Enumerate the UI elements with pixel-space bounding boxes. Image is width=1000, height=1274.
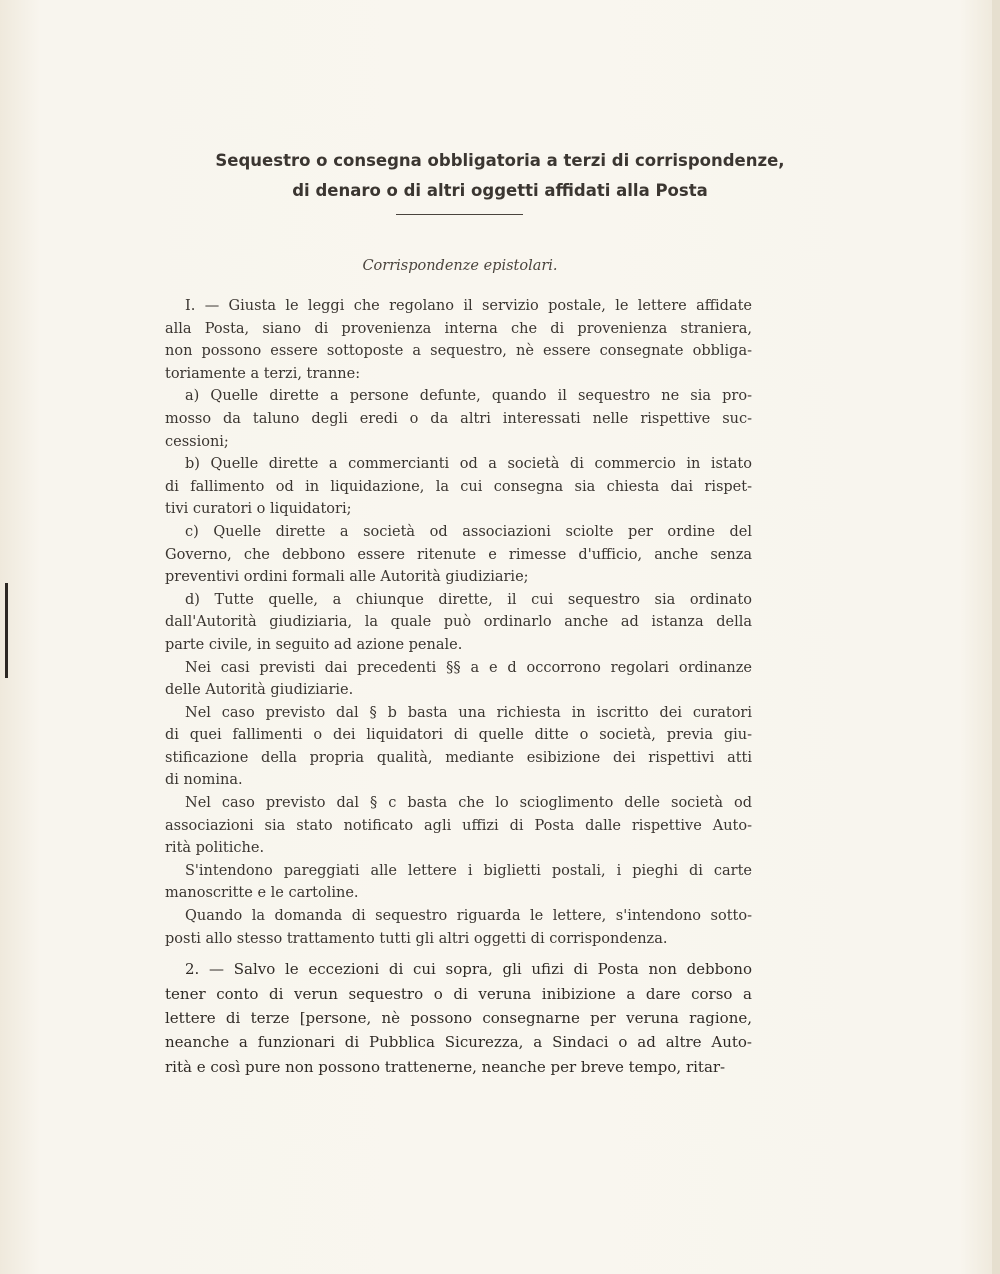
title-divider — [396, 214, 523, 215]
paragraph — [165, 521, 752, 589]
paragraph — [165, 657, 752, 702]
text-line: Nel caso previsto dal § c basta che lo scioglimento delle società od — [185, 795, 752, 812]
text-line: di fallimento od in liquidazione, la cui consegna sia chiesta dai rispet- — [165, 478, 752, 495]
text-line: alla Posta, siano di provenienza interna che di provenienza straniera, — [165, 320, 752, 337]
paragraph — [165, 792, 752, 860]
paragraph — [165, 453, 752, 521]
text-line: di quei fallimenti o dei liquidatori di quelle ditte o società, previa giu- — [165, 727, 752, 744]
text-line: mosso da taluno degli eredi o da altri interessati nelle rispettive suc- — [165, 410, 752, 427]
text-line: Governo, che debbono essere ritenute e rimesse d'ufficio, anche senza — [165, 546, 752, 563]
page-edge — [992, 0, 1000, 1274]
section-subtitle: Corrispondenze epistolari. — [362, 258, 558, 274]
title-line: di denaro o di altri oggetti affidati alla Posta — [292, 181, 708, 200]
text-line: posti allo stesso trattamento tutti gli altri oggetti di corrispondenza. — [165, 930, 668, 947]
text-line: S'intendono pareggiati alle lettere i biglietti postali, i pieghi di carte — [185, 862, 752, 879]
text-line: a) Quelle dirette a persone defunte, quando il sequestro ne sia pro- — [185, 388, 752, 405]
text-line: parte civile, in seguito ad azione penale. — [165, 636, 463, 653]
section-gap — [165, 950, 752, 957]
paragraph — [165, 905, 752, 950]
text-line: Nel caso previsto dal § b basta una richiesta in iscritto dei curatori — [185, 704, 752, 721]
text-line: non possono essere sottoposte a sequestro, nè essere consegnate obbliga- — [165, 343, 752, 360]
text-line: c) Quelle dirette a società od associazioni sciolte per ordine del — [185, 523, 752, 540]
text-line: Quando la domanda di sequestro riguarda le lettere, s'intendono sotto- — [185, 908, 752, 925]
text-line: tivi curatori o liquidatori; — [165, 501, 352, 518]
text-line: cessioni; — [165, 433, 229, 450]
text-line: lettere di terze [persone, nè possono consegnarne per veruna ragione, — [165, 1009, 752, 1027]
text-line: rità politiche. — [165, 840, 265, 857]
text-line: di nomina. — [165, 772, 243, 789]
paragraph — [165, 957, 752, 1079]
text-line: delle Autorità giudiziarie. — [165, 682, 354, 699]
paragraph — [165, 385, 752, 453]
text-line: stificazione della propria qualità, mediante esibizione dei rispettivi atti — [165, 749, 752, 766]
text-line: I. — Giusta le leggi che regolano il servizio postale, le lettere affidate — [185, 298, 752, 314]
paragraph — [165, 295, 752, 385]
text-line: rità e così pure non possono trattenerne, neanche per breve tempo, ritar- — [165, 1057, 726, 1076]
text-line: manoscritte e le cartoline. — [165, 885, 359, 902]
text-line: neanche a funzionari di Pubblica Sicurezza, a Sindaci o ad altre Auto- — [165, 1033, 752, 1052]
document-title — [120, 146, 880, 206]
text-line: d) Tutte quelle, a chiunque dirette, il cui sequestro sia ordinato — [185, 591, 752, 608]
text-line: associazioni sia stato notificato agli uffizi di Posta dalle rispettive Auto- — [165, 817, 752, 834]
paragraph — [165, 589, 752, 657]
paragraph — [165, 702, 752, 792]
title-line: Sequestro o consegna obbligatoria a terzi di corrispondenze, — [215, 151, 785, 170]
text-line: Nei casi previsti dai precedenti §§ a e d occorrono regolari ordinanze — [185, 659, 752, 676]
margin-ink-mark — [5, 583, 8, 678]
paragraph — [165, 860, 752, 905]
text-line: tener conto di verun sequestro o di veruna inibizione a dare corso a — [165, 984, 752, 1003]
text-line: 2. — Salvo le eccezioni di cui sopra, gli ufizi di Posta non debbono — [185, 960, 752, 979]
text-line: preventivi ordini formali alle Autorità giudiziarie; — [165, 569, 529, 586]
text-line: dall'Autorità giudiziaria, la quale può ordinarlo anche ad istanza della — [165, 614, 752, 631]
text-line: b) Quelle dirette a commercianti od a società di commercio in istato — [185, 456, 752, 473]
text-line: toriamente a terzi, tranne: — [165, 365, 361, 382]
document-body — [165, 295, 752, 1079]
